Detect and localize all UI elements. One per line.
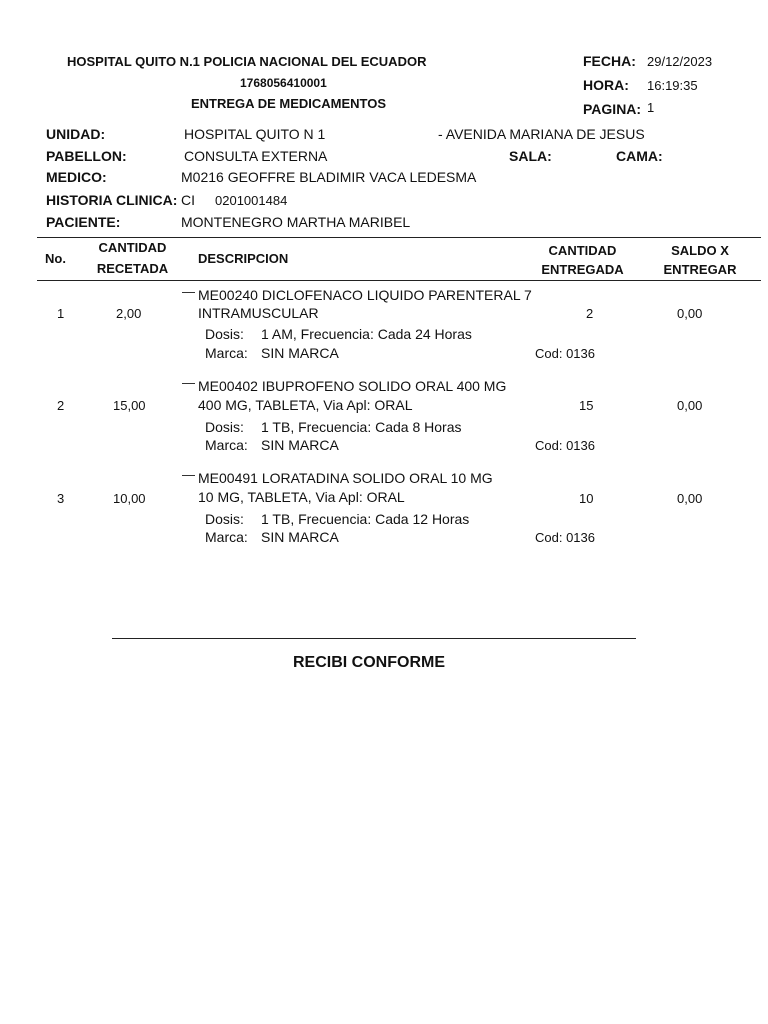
ruc-number: 1768056410001 (240, 76, 327, 90)
fecha-value: 29/12/2023 (647, 54, 713, 69)
row-description-line1: ME00402 IBUPROFENO SOLIDO ORAL 400 MG (198, 378, 507, 394)
hospital-name: HOSPITAL QUITO N.1 POLICIA NACIONAL DEL ECUADOR (67, 54, 427, 69)
row-dash-marker: — (182, 467, 195, 482)
row-description-line1: ME00491 LORATADINA SOLIDO ORAL 10 MG (198, 470, 493, 486)
unidad-label: UNIDAD: (46, 126, 106, 142)
row-dash-marker: — (182, 375, 195, 390)
col-header-cantidad-entregada-2: ENTREGADA (541, 262, 624, 277)
row-marca-value: SIN MARCA (261, 437, 339, 453)
signature-line (112, 638, 636, 639)
unidad-value: HOSPITAL QUITO N 1 (184, 126, 326, 142)
row-marca-label: Marca: (205, 345, 248, 361)
paciente-value: MONTENEGRO MARTHA MARIBEL (181, 214, 411, 230)
row-marca-label: Marca: (205, 529, 248, 545)
row-number: 3 (57, 491, 65, 506)
row-description-line2: 10 MG, TABLETA, Via Apl: ORAL (198, 489, 405, 505)
row-dosis-value: 1 AM, Frecuencia: Cada 24 Horas (261, 326, 472, 342)
row-number: 1 (57, 306, 65, 321)
row-recetada: 2,00 (116, 306, 142, 321)
row-dosis-label: Dosis: (205, 326, 244, 342)
row-cod: Cod: 0136 (535, 438, 595, 453)
hora-label: HORA: (583, 77, 629, 93)
col-header-cantidad-recetada-2: RECETADA (96, 261, 169, 276)
pabellon-value: CONSULTA EXTERNA (184, 148, 328, 164)
row-dosis-value: 1 TB, Frecuencia: Cada 12 Horas (261, 511, 470, 527)
col-header-cantidad-entregada-1: CANTIDAD (548, 243, 617, 258)
row-recetada: 10,00 (113, 491, 146, 506)
pagina-value: 1 (647, 100, 655, 115)
fecha-label: FECHA: (583, 53, 636, 69)
row-description-line2: INTRAMUSCULAR (198, 305, 319, 321)
signature-label: RECIBI CONFORME (293, 654, 445, 671)
sala-label: SALA: (509, 148, 552, 164)
medico-label: MEDICO: (46, 169, 107, 185)
row-saldo: 0,00 (677, 398, 703, 413)
row-entregada: 15 (579, 398, 594, 413)
table-header-bottom-line (37, 280, 761, 281)
row-dosis-label: Dosis: (205, 511, 244, 527)
row-description-line1: ME00240 DICLOFENACO LIQUIDO PARENTERAL 7 (198, 287, 532, 303)
row-marca-value: SIN MARCA (261, 345, 339, 361)
col-header-cantidad-recetada-1: CANTIDAD (98, 240, 167, 255)
row-cod: Cod: 0136 (535, 346, 595, 361)
historia-label: HISTORIA CLINICA: (46, 192, 178, 208)
cama-label: CAMA: (616, 148, 663, 164)
document-title: ENTREGA DE MEDICAMENTOS (191, 96, 387, 111)
row-dosis-label: Dosis: (205, 419, 244, 435)
row-entregada: 10 (579, 491, 594, 506)
pagina-label: PAGINA: (583, 101, 642, 117)
historia-value: 0201001484 (215, 193, 288, 208)
col-header-saldo-1: SALDO X (671, 243, 729, 258)
pabellon-label: PABELLON: (46, 148, 127, 164)
row-cod: Cod: 0136 (535, 530, 595, 545)
table-header-top-line (37, 237, 761, 238)
row-saldo: 0,00 (677, 491, 703, 506)
historia-tipo: CI (181, 192, 195, 208)
row-marca-value: SIN MARCA (261, 529, 339, 545)
row-dosis-value: 1 TB, Frecuencia: Cada 8 Horas (261, 419, 462, 435)
row-marca-label: Marca: (205, 437, 248, 453)
row-entregada: 2 (586, 306, 594, 321)
paciente-label: PACIENTE: (46, 214, 121, 230)
row-saldo: 0,00 (677, 306, 703, 321)
row-number: 2 (57, 398, 65, 413)
medico-value: M0216 GEOFFRE BLADIMIR VACA LEDESMA (181, 169, 477, 185)
row-recetada: 15,00 (113, 398, 146, 413)
col-header-descripcion: DESCRIPCION (198, 251, 289, 266)
row-dash-marker: — (182, 284, 195, 299)
unidad-address: - AVENIDA MARIANA DE JESUS (438, 126, 645, 142)
col-header-no: No. (45, 251, 66, 266)
row-description-line2: 400 MG, TABLETA, Via Apl: ORAL (198, 397, 413, 413)
col-header-saldo-2: ENTREGAR (663, 262, 737, 277)
hora-value: 16:19:35 (647, 78, 698, 93)
